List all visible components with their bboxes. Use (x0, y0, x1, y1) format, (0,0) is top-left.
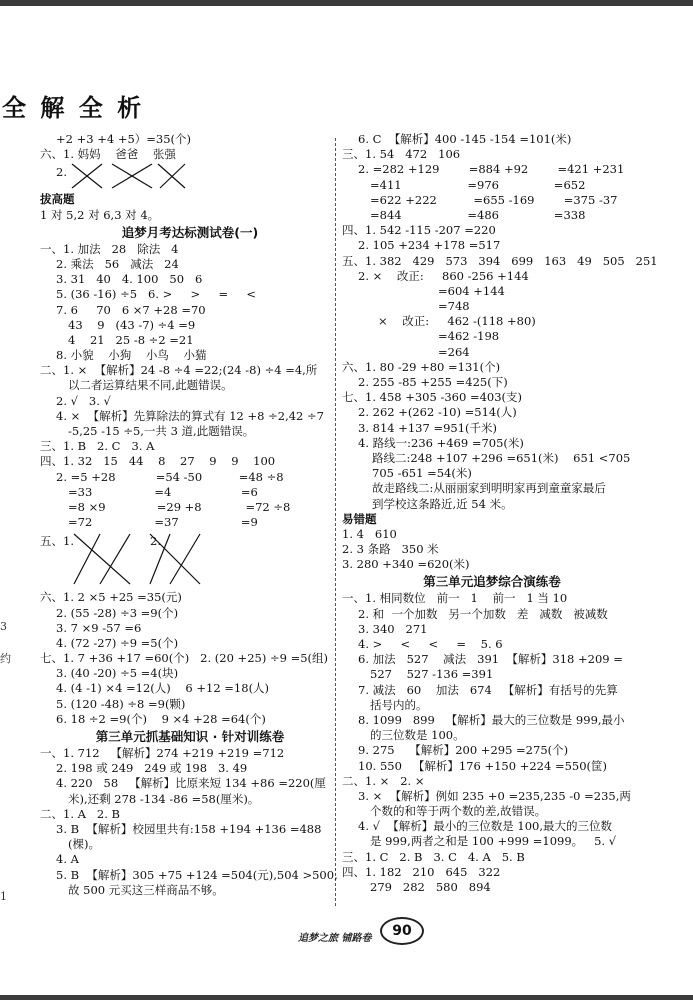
answer-line: 个数的和等于两个数的差,故错误。 (370, 804, 547, 819)
matching-lines-2 (40, 530, 340, 590)
answer-line: 8. 小貌 小狗 小鸟 小猫 (56, 348, 207, 363)
answer-line: 4. 220 58 【解析】比原来短 134 +86 =220(厘 (56, 776, 326, 791)
answer-line: =622 +222 =655 -169 =375 -37 (370, 192, 618, 207)
answer-line: 三、1. 54 472 106 (342, 147, 461, 162)
answer-line: +2 +3 +4 +5）=35(个) (56, 132, 192, 146)
margin-mark: 约 (0, 652, 11, 665)
answer-line: 二、1. × 【解析】24 -8 ÷4 =22;(24 -8) ÷4 =4,所 (40, 363, 318, 378)
answer-line: 4 21 25 -8 ÷2 =21 (68, 332, 194, 347)
answer-line: 2. 105 +234 +178 =517 (358, 238, 501, 253)
answer-line: 二、1. A 2. B (40, 806, 120, 821)
answer-line: 279 282 580 894 (370, 880, 491, 894)
section-label: 易错题 (342, 511, 377, 526)
answer-line: 2. √ 3. √ (56, 393, 111, 408)
answer-line: 5. (36 -16) ÷5 6. > > = < (56, 287, 256, 302)
answer-line: 6. 加法 527 减法 391 【解析】318 +209 = (358, 652, 623, 667)
section-heading: 第三单元追梦综合演练卷 (423, 574, 561, 590)
answer-line: 4. √ 【解析】最小的三位数是 100,最大的三位数 (358, 819, 613, 834)
answer-line: 8. 1099 899 【解析】最大的三位数是 999,最小 (358, 712, 625, 727)
answer-line: 5. (120 -48) ÷8 =9(颗) (56, 696, 186, 711)
answer-line: =844 =486 =338 (370, 207, 586, 222)
answer-line: 一、1. 相同数位 前一 1 前一 1 当 10 (342, 591, 568, 606)
answer-line: 3. B 【解析】校园里共有:158 +194 +136 =488 (56, 821, 322, 836)
answer-line: 七、1. 458 +305 -360 =403(支) (342, 390, 523, 405)
answer-line: 4. > < < = 5. 6 (358, 637, 503, 651)
answer-line: 43 9 (43 -7) ÷4 =9 (68, 317, 196, 332)
answer-line: 五、1. (40, 534, 74, 549)
answer-line: 一、1. 加法 28 除法 4 (40, 241, 179, 256)
answer-line: 3. × 【解析】例如 235 +0 =235,235 -0 =235,两 (358, 788, 631, 803)
margin-mark: 1 (0, 890, 7, 903)
answer-line: 3. 814 +137 =951(千米) (358, 420, 498, 435)
answer-line: =33 =4 =6 (68, 484, 258, 499)
answer-line: =72 =37 =9 (68, 515, 258, 530)
answer-line: 故走路线二:从丽丽家到明明家再到童童家最后 (372, 481, 606, 496)
answer-line: 2. 3 条路 350 米 (342, 542, 439, 557)
answer-line: 9. 275 【解析】200 +295 =275(个) (358, 743, 569, 758)
answer-line: 三、1. B 2. C 3. A (40, 439, 155, 454)
answer-line: 527 527 -136 =391 (370, 667, 494, 682)
answer-line: 括号内的。 (370, 697, 428, 712)
answer-line: 3. 7 ×9 -57 =6 (56, 620, 142, 635)
answer-line: (棵)。 (68, 837, 100, 852)
answer-line: 2. (56, 165, 67, 180)
answer-line: 1. 4 610 (342, 526, 397, 541)
answer-line: -5,25 -15 ÷5,一共 3 道,此题错误。 (68, 424, 255, 438)
answer-line: 2. =5 +28 =54 -50 =48 ÷8 (56, 469, 284, 484)
answer-line: 2. 262 +(262 -10) =514(人) (358, 405, 517, 420)
answer-line: 7. 减法 60 加法 674 【解析】有括号的先算 (358, 682, 618, 697)
answer-line: 故 500 元买这三样商品不够。 (68, 882, 224, 897)
answer-line: 2. × 改正: 860 -256 +144 (358, 268, 529, 283)
answer-line: 六、1. 80 -29 +80 =131(个) (342, 359, 501, 374)
answer-line: 七、1. 7 +36 +17 =60(个) 2. (20 +25) ÷9 =5(组) (40, 651, 329, 666)
answer-line: 6. 18 ÷2 =9(个) 9 ×4 +28 =64(个) (56, 711, 266, 726)
answer-line: 4. × 【解析】先算除法的算式有 12 +8 ÷2,42 ÷7 (56, 408, 324, 423)
answer-line: 六、1. 2 ×5 +25 =35(元) (40, 590, 182, 605)
answer-line: 3. 340 271 (358, 621, 428, 636)
section-heading: 追梦月考达标测试卷(一) (121, 224, 259, 240)
answer-line: 2. (150, 534, 161, 549)
answer-line: 1 对 5,2 对 6,3 对 4。 (40, 207, 160, 222)
top-border (0, 0, 693, 6)
answer-line: 三、1. C 2. B 3. C 4. A 5. B (342, 849, 525, 864)
footer-brand-logo: 追梦之旅 铺路卷 (298, 933, 372, 944)
matching-lines-svg (40, 530, 340, 590)
answer-line: =462 -198 (438, 329, 500, 344)
answer-line: 5. B 【解析】305 +75 +124 =504(元),504 >500, (56, 867, 338, 882)
answer-line: 米),还剩 278 -134 -86 =58(厘米)。 (68, 791, 260, 806)
answer-line: =8 ×9 =29 +8 =72 ÷8 (68, 499, 291, 514)
answer-line: 路线二:248 +107 +296 =651(米) 651 <705 (372, 450, 631, 465)
section-heading: 第三单元抓基础知识 · 针对训练卷 (95, 729, 285, 744)
answer-line: 2. 255 -85 +255 =425(下) (358, 375, 508, 389)
page-footer (298, 915, 428, 947)
page-number: 90 (380, 917, 424, 945)
answer-line: 四、1. 182 210 645 322 (342, 864, 501, 879)
matching-lines-1 (40, 162, 340, 192)
answer-line: 以二者运算结果不同,此题错误。 (68, 378, 233, 393)
answer-line: 的三位数是 100。 (370, 728, 465, 743)
answer-line: 10. 550 【解析】176 +150 +224 =550(筐) (358, 758, 608, 773)
answer-line: 3. (40 -20) ÷5 =4(块) (56, 666, 179, 681)
answer-line: 3. 280 +340 =620(米) (342, 557, 470, 572)
answer-line: 二、1. × 2. × (342, 773, 425, 788)
answer-line: =411 =976 =652 (370, 177, 586, 192)
answer-line: 到学校这条路近,近 54 米。 (372, 496, 513, 511)
answer-line: 7. 6 70 6 ×7 +28 =70 (56, 302, 206, 317)
answer-line: 是 999,两者之和是 100 +999 =1099。 5. √ (370, 834, 617, 849)
answer-line: 3. 31 40 4. 100 50 6 (56, 272, 203, 287)
answer-line: 4. 路线一:236 +469 =705(米) (358, 435, 524, 450)
answer-line: 2. 乘法 56 减法 24 (56, 256, 179, 271)
answer-line: × 改正: 462 -(118 +80) (378, 314, 536, 329)
section-label: 拔高题 (40, 192, 75, 207)
answer-line: 六、1. 妈妈 爸爸 张强 (40, 147, 176, 162)
answer-line: 705 -651 =54(米) (372, 466, 472, 481)
answer-line: 四、1. 32 15 44 8 27 9 9 100 (40, 454, 276, 469)
left-column (40, 132, 340, 898)
right-column (342, 132, 658, 895)
answer-line: 2. =282 +129 =884 +92 =421 +231 (358, 162, 625, 177)
answer-line: 4. A (56, 852, 79, 867)
answer-line: 2. 和 一个加数 另一个加数 差 减数 被减数 (358, 606, 608, 621)
answer-line: 4. (72 -27) ÷9 =5(个) (56, 635, 179, 650)
matching-lines-svg (40, 162, 340, 192)
answer-line: 2. 198 或 249 249 或 198 3. 49 (56, 761, 248, 776)
answer-line: =604 +144 (438, 283, 505, 298)
answer-line: 一、1. 712 【解析】274 +219 +219 =712 (40, 746, 285, 760)
page-title: 全 解 全 析 (2, 94, 145, 122)
answer-line: 四、1. 542 -115 -207 =220 (342, 223, 496, 238)
answer-line: =264 (438, 344, 470, 359)
bottom-border (0, 995, 693, 1000)
answer-line: 五、1. 382 429 573 394 699 163 49 505 251 (342, 253, 658, 268)
margin-mark: 3 (0, 620, 7, 633)
answer-line: 6. C 【解析】400 -145 -154 =101(米) (358, 132, 572, 146)
answer-line: =748 (438, 299, 470, 314)
answer-line: 4. (4 -1) ×4 =12(人) 6 +12 =18(人) (56, 681, 270, 696)
margin-marks (0, 0, 12, 1000)
answer-line: 2. (55 -28) ÷3 =9(个) (56, 605, 179, 620)
